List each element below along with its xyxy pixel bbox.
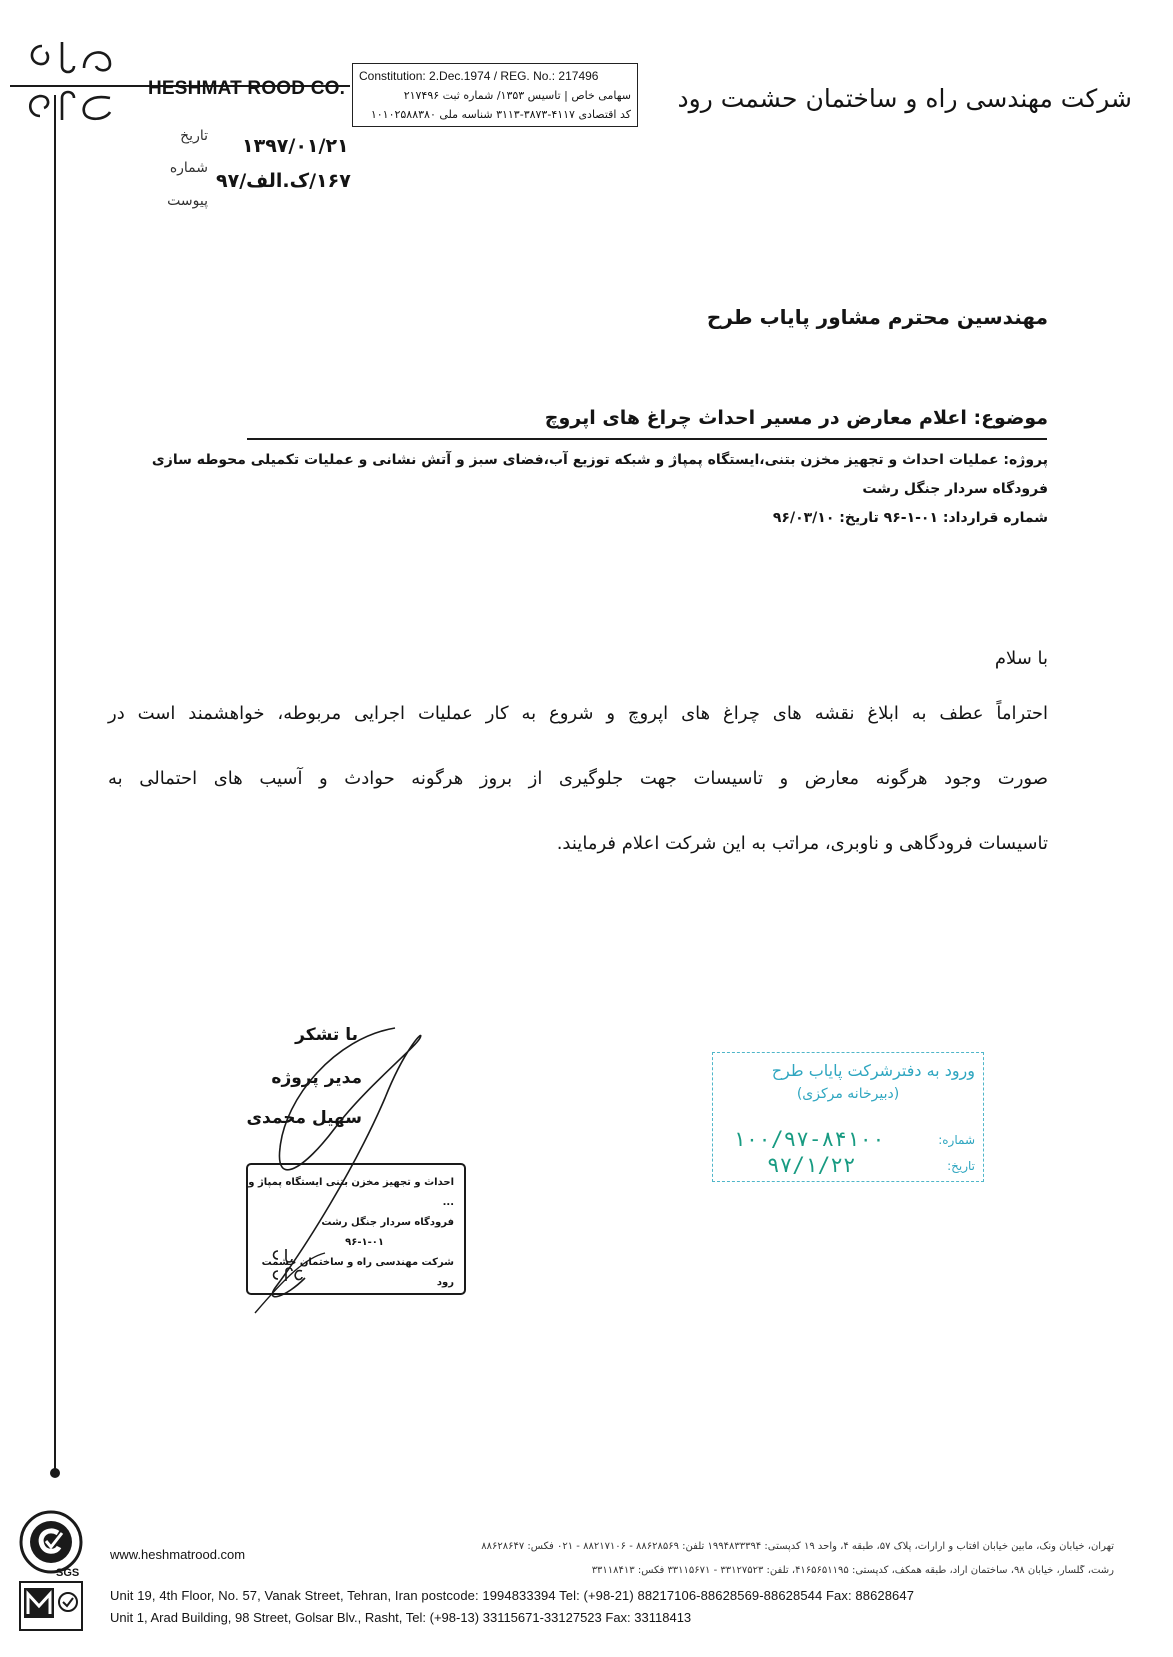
persian-address-tehran: تهران، خیابان ونک، مابین خیابان آفتاب و ارارات، پلاک ۵۷، طبقه ۴، واحد ۱۹ کدپستی: ۱۹۹۴۸۳۳۳۹۴ تلفن: ۸۸۶۲۸۵۶۹ - ۸۸۲۱۷۱۰۶ - ۰۲۱ فکس: ۸۸۶۲۸۶۴۷ bbox=[481, 1541, 1114, 1552]
company-name-persian: شرکت مهندسی راه و ساختمان حشمت رود bbox=[677, 84, 1132, 113]
persian-address-rasht: رشت، گلسار، خیابان ۹۸، ساختمان آراد، طبقه همکف، کدپستی: ۴۱۶۵۶۵۱۱۹۵، تلفن: ۳۳۱۲۷۵۲۳ - ۳۳۱۱۵۶۷۱ فکس: ۳۳۱۱۸۴۱۳ bbox=[591, 1565, 1114, 1576]
receipt-date-value: ۹۷/۱/۲۲ bbox=[767, 1153, 856, 1177]
signer-name: سهیل محمدی bbox=[246, 1108, 362, 1128]
sgs-certification-icon bbox=[18, 1509, 84, 1575]
economic-code-line: کد اقتصادی ۴۱۱۷-۳۸۷۳-۳۱۱۳ شناسه ملی ۱۰۱۰۲۵۸۸۳۸۰ bbox=[370, 108, 631, 121]
receipt-number-label: شماره: bbox=[938, 1133, 975, 1147]
registration-line-en: Constitution: 2.Dec.1974 / REG. No.: 217496 bbox=[359, 69, 599, 83]
sgs-label: SGS bbox=[56, 1567, 80, 1579]
number-value: ۱۶۷/ک.الف/۹۷ bbox=[216, 170, 351, 192]
receipt-stamp-subtitle: (دبیرخانه مرکزی) bbox=[796, 1086, 900, 1102]
stamp-logo-icon bbox=[266, 1245, 306, 1285]
contract-number: شماره قرارداد: ۰۱-۱-۹۶ تاریخ: ۹۶/۰۳/۱۰ bbox=[772, 510, 1048, 526]
website-link[interactable]: www.heshmatrood.com bbox=[110, 1547, 246, 1562]
attachment-label: پیوست bbox=[167, 193, 208, 209]
date-label: تاریخ bbox=[180, 128, 208, 144]
stamp-company-line: شرکت مهندسی راه و ساختمان حشمت رود bbox=[261, 1257, 454, 1288]
project-line: پروژه: عملیات احداث و تجهیز مخزن بتنی،ایستگاه پمپاژ و شبکه توزیع آب،فضای سبز و آتش نشانی و عملیات تکمیلی محوطه سازی bbox=[151, 452, 1048, 468]
english-address-rasht: Unit 1, Arad Building, 98 Street, Golsar Blv., Rasht, Tel: (+98-13) 33115671-33127523 Fax: 33118413 bbox=[110, 1610, 692, 1625]
body-paragraph-line-3: تاسیسات فرودگاهی و ناوبری، مراتب به این شرکت اعلام فرمایند. bbox=[556, 833, 1048, 854]
date-value: ۱۳۹۷/۰۱/۲۱ bbox=[242, 135, 349, 157]
number-label: شماره bbox=[169, 160, 208, 176]
company-stamp bbox=[246, 1163, 466, 1295]
subject: موضوع: اعلام معارض در مسیر احداث چراغ های اپروچ bbox=[544, 407, 1048, 429]
stamp-contract-line: ۹۶-۱-۰۱ bbox=[345, 1237, 384, 1248]
english-address-tehran: Unit 19, 4th Floor, No. 57, Vanak Street, Tehran, Iran postcode: 1994833394 Tel: (+98-21) 88217106-88628569-88628544 Fax: 88628647 bbox=[110, 1588, 915, 1603]
receipt-stamp bbox=[712, 1052, 984, 1182]
closing-text: با تشکر bbox=[295, 1025, 358, 1045]
margin-rule-dot bbox=[50, 1468, 60, 1478]
project-location: فرودگاه سردار جنگل رشت bbox=[862, 481, 1048, 497]
body-paragraph-line-2: صورت وجود هرگونه معارض و تاسیسات جهت جلوگیری از بروز هرگونه حوادث و آسیب های احتمالی به bbox=[108, 768, 1048, 789]
receipt-date-label: تاریخ: bbox=[947, 1159, 975, 1173]
receipt-number-value: ۱۰۰/۹۷-۸۴۱۰۰ bbox=[733, 1127, 885, 1151]
left-margin-rule bbox=[54, 95, 56, 1470]
registration-box bbox=[352, 63, 638, 127]
company-name-english: HESHMAT ROOD CO. bbox=[148, 78, 346, 99]
moody-certification-icon bbox=[18, 1580, 84, 1632]
receipt-stamp-title: ورود به دفترشرکت پایاب طرح bbox=[771, 1061, 975, 1080]
signer-role: مدیر پروژه bbox=[271, 1068, 362, 1088]
addressee: مهندسین محترم مشاور پایاب طرح bbox=[706, 305, 1048, 329]
registration-line-fa: سهامی خاص | تاسیس ۱۳۵۳/ شماره ثبت ۲۱۷۴۹۶ bbox=[403, 89, 631, 102]
stamp-location-line: فرودگاه سردار جنگل رشت bbox=[321, 1217, 454, 1228]
company-logo-icon bbox=[10, 38, 120, 128]
greeting: با سلام bbox=[994, 648, 1048, 669]
body-paragraph-line-1: احتراماً عطف به ابلاغ نقشه های چراغ های اپروچ و شروع به کار عملیات اجرایی مربوطه، خواهشمند است در bbox=[108, 703, 1048, 724]
stamp-project-line: احداث و تجهیز مخزن بتنی ایستگاه پمپاژ و ... bbox=[248, 1177, 454, 1208]
subject-underline bbox=[247, 438, 1047, 440]
